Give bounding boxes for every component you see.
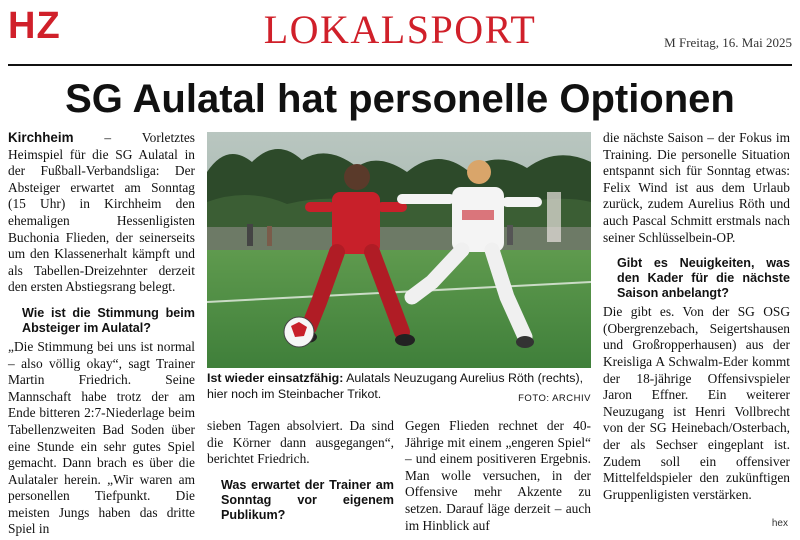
paragraph-text: – Vorletztes Heimspiel für die SG Aulatal in der Fußball-Verbandsliga: Der Absteiger erwartet am Sonntag (15 Uhr) in Kirchheim den ehemaligen Hessenligisten Buchonia Flieden, der seinerseits um den Klassenerhalt kämpft und als Tabellen-Dreizehnter derzeit den ersten Abstiegsrang belegt.: [8, 130, 195, 295]
article-column-4: [603, 130, 790, 503]
photo-caption: [207, 371, 591, 406]
section-title: LOKALSPORT: [263, 7, 537, 52]
header-divider: [8, 64, 792, 66]
paragraph: Gegen Flieden rechnet der 40-Jährige mit einem „engeren Spiel“ – und einem positiveren Ergebnis. Man wolle versuchen, in der Offensive mehr Akzente zu setzen. Darauf läge derzeit – auch im Hinblick auf: [405, 418, 591, 533]
issue-date: M Freitag, 16. Mai 2025: [664, 35, 792, 50]
article-column-1: [8, 130, 195, 538]
paragraph: Die gibt es. Von der SG OSG (Obergrenzebach, Seigertshausen und Großropperhausen) aus der Kreisliga A Schwalm-Eder kommt der 18-jährige Offensivspieler Jaron Effner. Ein weiterer Neuzugang ist Henri Vollbrecht von der SG Heinebach/Osterbach, der als Sechser eingeplant ist. Zudem soll ein offensiver Mittelfeldspieler den zukünftigen Gruppenligisten verstärken.: [603, 304, 790, 502]
paragraph: „Die Stimmung bei uns ist normal – also völlig okay“, sagt Trainer Martin Friedrich. Seine Mannschaft habe trotz der am Ende bitteren 2:7-Niederlage beim Tabellenzweiten Bad Soden über eine Stunde ein sehr gutes Spiel gemacht. Dann brach es über die Aulataler herein. „Wir waren am personellen Tiefpunkt. Die meisten Jungs haben das dritte Spiel in: [8, 338, 195, 537]
caption-lead: Ist wieder einsatzfähig:: [207, 371, 344, 385]
article-photo: [207, 132, 591, 368]
author-tag: hex: [771, 518, 788, 529]
article-column-2: [207, 418, 394, 526]
paragraph: sieben Tagen absolviert. Da sind die Körner dann ausgegangen“, berichtet Friedrich.: [207, 418, 394, 467]
paragraph: die nächste Saison – der Fokus im Training. Die personelle Situation entspannt sich für Sonntag etwas: Felix Wind ist aus dem Urlaub zurück, zudem Aurelius Röth und auch Pascal Schmitt erstmals nach seiner Schlüsselbein-OP.: [603, 130, 790, 245]
article-headline: SG Aulatal hat personelle Optionen: [65, 77, 735, 121]
article-column-3: [405, 418, 591, 534]
paragraph: [8, 130, 195, 296]
subheading: Wie ist die Stimmung beim Absteiger im Aulatal?: [22, 305, 195, 335]
soccer-photo-image: [207, 132, 591, 368]
subheading: Gibt es Neuigkeiten, was den Kader für die nächste Saison anbelangt?: [617, 256, 790, 301]
newspaper-logo: HZ: [8, 5, 61, 47]
subheading: Was erwartet der Trainer am Sonntag vor eigenem Publikum?: [221, 477, 394, 522]
caption-text: Aulatals Neuzugang Aurelius Röth (rechts), hier noch im Steinbacher Trikot.: [207, 371, 584, 401]
dateline: Kirchheim: [8, 130, 74, 145]
photo-credit: FOTO: ARCHIV: [518, 392, 591, 404]
